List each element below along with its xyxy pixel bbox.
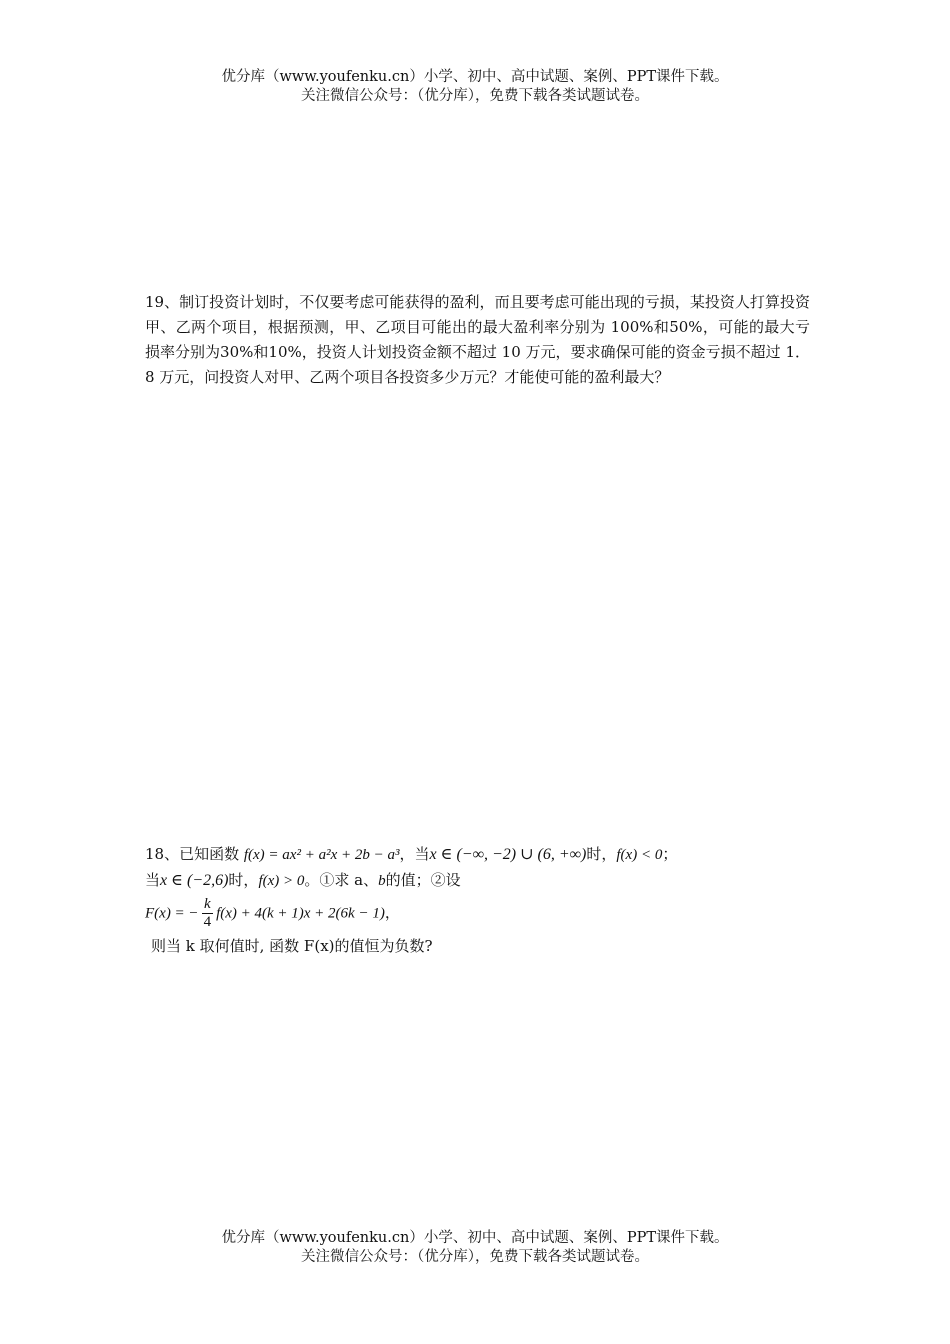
page-footer <box>0 1229 950 1267</box>
page-header <box>0 68 950 106</box>
q18-interval-2: x ∈ (−2,6) <box>160 872 229 889</box>
q18-function-definition: f(x) = ax² + a²x + 2b − a³ <box>243 847 400 863</box>
q18-condition-negative: f(x) < 0 <box>616 847 663 863</box>
q18-line-2 <box>145 868 810 894</box>
q18-prefix: 18、已知函数 <box>145 845 244 863</box>
q18-when-1-tail: 时， <box>586 845 617 863</box>
header-line-1: 优分库（www.youfenku.cn）小学、初中、高中试题、案例、PPT课件下载。 <box>221 69 729 85</box>
q18-variable-b: b <box>378 873 386 889</box>
q18-task-1-tail: 的值；②设 <box>385 871 461 889</box>
q18-task-1: 。①求 a、 <box>304 871 379 889</box>
q18-line-3 <box>145 896 810 931</box>
question-19: 19、制订投资计划时，不仅要考虑可能获得的盈利，而且要考虑可能出现的亏损，某投资人打算投资甲、乙两个项目，根据预测，甲、乙项目可能出的最大盈利率分别为 100%和50%，可能的最大亏损率分别为30%和10%，投资人计划投资金额不超过 10 万元，要求确保可能的资金亏损不超过 1．8 万元，问投资人对甲、乙两个项目各投资多少万元？才能使可能的盈利最大？ <box>145 293 810 386</box>
q18-when-2-tail: 时， <box>228 871 259 889</box>
q18-interval-1: x ∈ (−∞, −2) ∪ (6, +∞) <box>429 846 587 863</box>
q18-semicolon: ； <box>662 845 678 863</box>
q18-fraction-denominator: 4 <box>203 914 212 930</box>
footer-line-1: 优分库（www.youfenku.cn）小学、初中、高中试题、案例、PPT课件下载。 <box>221 1230 729 1246</box>
q18-condition-positive: f(x) > 0 <box>258 873 305 889</box>
header-line-2: 关注微信公众号：（优分库），免费下载各类试题试卷。 <box>301 88 649 104</box>
q18-question: 则当 k 取何值时, 函数 F(x)的值恒为负数? <box>151 937 433 955</box>
q18-F-rhs: f(x) + 4(k + 1)x + 2(6k − 1) <box>216 905 385 922</box>
q18-fraction-numerator: k <box>202 896 214 914</box>
q18-when-1: ，当 <box>399 845 430 863</box>
q18-line-1 <box>145 842 810 868</box>
q18-F-tail: ， <box>384 903 400 922</box>
question-18 <box>145 842 810 959</box>
q18-F-lhs: F(x) = − <box>145 905 199 922</box>
q18-when-2: 当 <box>145 871 161 889</box>
q18-fraction <box>202 896 214 931</box>
footer-line-2: 关注微信公众号：（优分库），免费下载各类试题试卷。 <box>301 1249 649 1265</box>
